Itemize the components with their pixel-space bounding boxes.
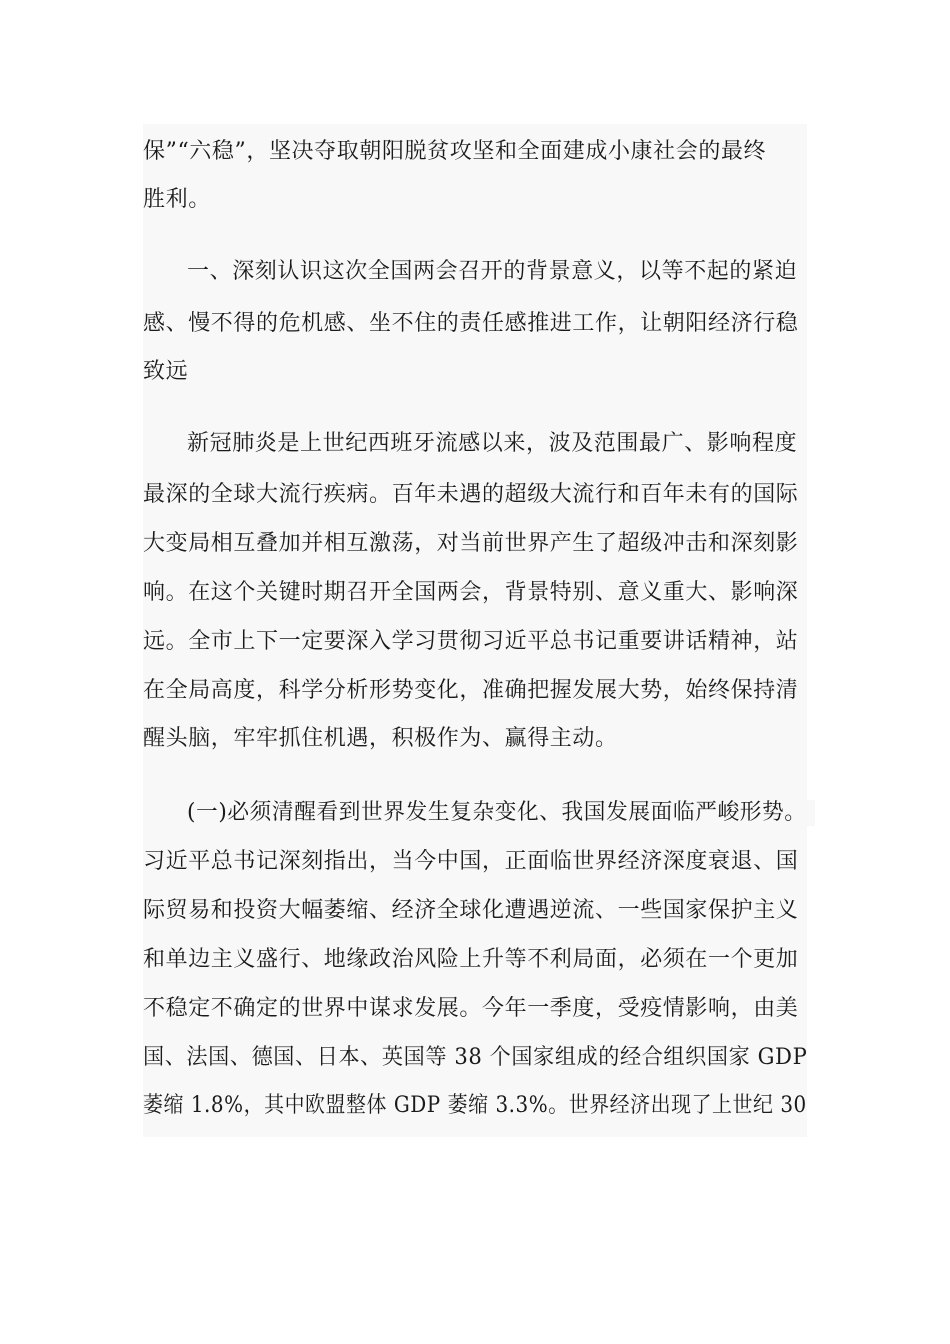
text-line: 大变局相互叠加并相互激荡，对当前世界产生了超级冲击和深刻影 — [143, 531, 799, 556]
text-line: 在全局高度，科学分析形势变化，准确把握发展大势，始终保持清 — [143, 678, 799, 703]
text-line: 醒头脑，牢牢抓住机遇，积极作为、赢得主动。 — [143, 726, 618, 751]
text-highlight-extension — [807, 800, 815, 826]
text-line: 不稳定不确定的世界中谋求发展。今年一季度，受疫情影响，由美 — [143, 996, 799, 1021]
text-line: 响。在这个关键时期召开全国两会，背景特别、意义重大、影响深 — [143, 580, 799, 605]
text-line: 国、法国、德国、日本、英国等 38 个国家组成的经合组织国家 GDP — [143, 1045, 808, 1070]
text-line: 最深的全球大流行疾病。百年未遇的超级大流行和百年未有的国际 — [143, 482, 799, 507]
section-heading-line: 致远 — [143, 359, 189, 384]
text-line: 和单边主义盛行、地缘政治风险上升等不利局面，必须在一个更加 — [143, 947, 799, 972]
section-heading-line: 一、深刻认识这次全国两会召开的背景意义，以等不起的紧迫 — [187, 259, 798, 284]
text-line: 新冠肺炎是上世纪西班牙流感以来，波及范围最广、影响程度 — [187, 431, 798, 456]
section-heading-line: 感、慢不得的危机感、坐不住的责任感推进工作，让朝阳经济行稳 — [143, 311, 799, 336]
text-line: 萎缩 1.8%，其中欧盟整体 GDP 萎缩 3.3%。世界经济出现了上世纪 30 — [143, 1093, 807, 1118]
text-line: 保”“六稳”，坚决夺取朝阳脱贫攻坚和全面建成小康社会的最终 — [143, 139, 767, 164]
text-line: 胜利。 — [143, 187, 211, 212]
text-line: 际贸易和投资大幅萎缩、经济全球化遭遇逆流、一些国家保护主义 — [143, 898, 799, 923]
text-line: 习近平总书记深刻指出，当今中国，正面临世界经济深度衰退、国 — [143, 849, 799, 874]
text-line: 远。全市上下一定要深入学习贯彻习近平总书记重要讲话精神，站 — [143, 629, 799, 654]
subsection-heading-line: (一)必须清醒看到世界发生复杂变化、我国发展面临严峻形势。 — [187, 800, 807, 825]
document-text-block — [143, 124, 807, 1137]
